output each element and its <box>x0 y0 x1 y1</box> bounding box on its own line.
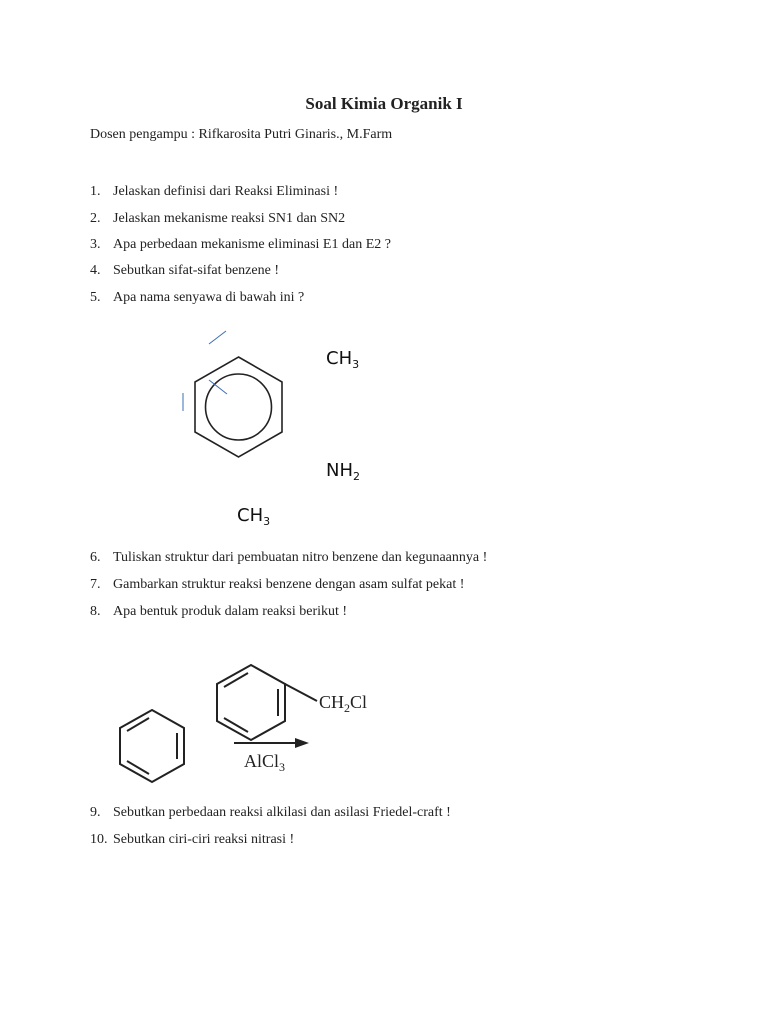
double-bond <box>127 718 149 731</box>
benzene-hexagon <box>195 357 282 457</box>
question-text: Jelaskan definisi dari Reaksi Eliminasi ! <box>113 184 339 199</box>
aromatic-circle <box>206 374 272 440</box>
question-text: Apa bentuk produk dalam reaksi berikut ! <box>113 604 348 619</box>
question-item <box>90 237 391 253</box>
lecturer-line: Dosen pengampu : Rifkarosita Putri Ginaris., M.Farm <box>90 127 393 142</box>
alcl3-label: AlCl$_3$ <box>244 751 286 774</box>
question-text: Sebutkan ciri-ciri reaksi nitrasi ! <box>113 832 295 847</box>
question-number: 9. <box>90 805 101 820</box>
bond-stroke <box>209 331 226 344</box>
question-text: Jelaskan mekanisme reaksi SN1 dan SN2 <box>113 211 346 226</box>
question-number: 3. <box>90 237 101 252</box>
question-item <box>90 263 279 279</box>
double-bond <box>127 761 149 774</box>
substituent-nh2: $NH_2$ <box>326 460 360 483</box>
double-bond <box>224 718 248 732</box>
question-item <box>90 211 345 227</box>
question-item <box>90 550 487 566</box>
double-bond <box>224 673 248 687</box>
question-number: 4. <box>90 263 101 278</box>
question-number: 1. <box>90 184 101 199</box>
benzene-kekule-ring <box>120 710 184 782</box>
question-item <box>90 604 347 620</box>
question-item <box>90 805 451 821</box>
question-number: 6. <box>90 550 101 565</box>
question-text: Gambarkan struktur reaksi benzene dengan asam sulfat pekat ! <box>113 577 465 592</box>
question-item <box>90 184 338 200</box>
ch2cl-label: $CH_2Cl$ <box>319 692 368 715</box>
question-text: Sebutkan perbedaan reaksi alkilasi dan asilasi Friedel-craft ! <box>113 805 451 820</box>
page-title: Soal Kimia Organik I <box>305 94 463 113</box>
benzyl-chloride-ring <box>217 665 285 740</box>
question-item <box>90 832 294 848</box>
question-text: Apa nama senyawa di bawah ini ? <box>113 290 305 305</box>
substituent-ch3-top: $CH_3$ <box>326 348 360 371</box>
question-text: Sebutkan sifat-sifat benzene ! <box>113 263 279 278</box>
question-item <box>90 577 464 593</box>
question-text: Apa perbedaan mekanisme eliminasi E1 dan E2 ? <box>113 237 391 252</box>
question-number: 2. <box>90 211 101 226</box>
substituent-bond <box>285 684 317 701</box>
question-number: 8. <box>90 604 101 619</box>
question-text: Tuliskan struktur dari pembuatan nitro benzene dan kegunaannya ! <box>113 550 488 565</box>
substituent-ch3-bottom: $CH_3$ <box>237 505 271 528</box>
bond-stroke <box>209 380 227 394</box>
question-number: 7. <box>90 577 101 592</box>
question-number: 10. <box>90 832 108 847</box>
question-number: 5. <box>90 290 101 305</box>
reaction-arrow <box>234 738 309 748</box>
question-item <box>90 290 304 306</box>
